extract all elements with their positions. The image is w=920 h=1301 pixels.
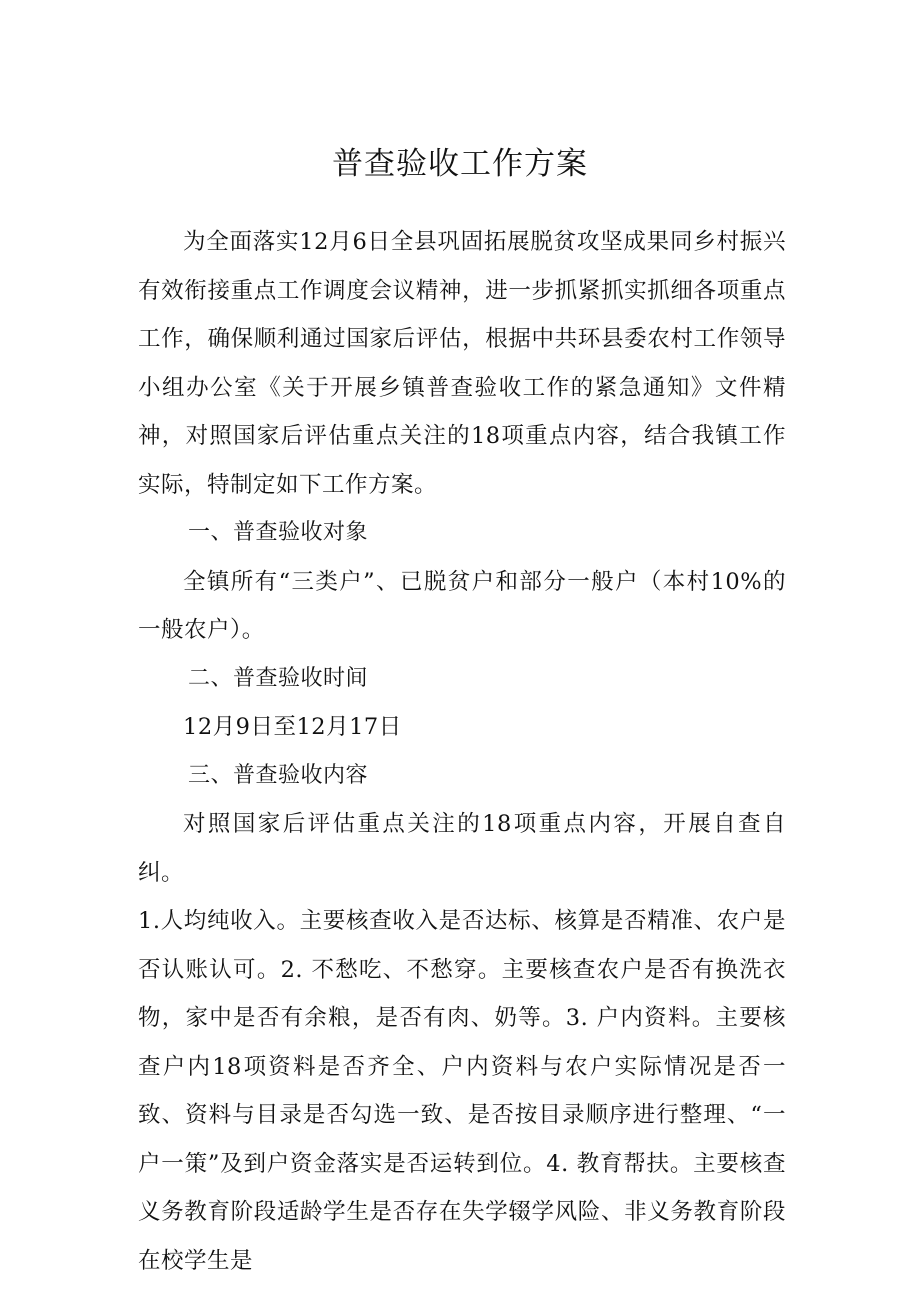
section-heading-time: 二、普查验收时间 [188,665,369,691]
section-paragraph-time: 12月9日至12月17日 [183,714,402,740]
document-body [138,218,786,1285]
section-paragraph-target: 全镇所有“三类户”、已脱贫户和部分一般户（本村10%的一般农户）。 [138,568,786,643]
intro-paragraph: 为全面落实12月6日全县巩固拓展脱贫攻坚成果同乡村振兴有效衔接重点工作调度会议精神，进一步抓紧抓实抓细各项重点工作，确保顺利通过国家后评估，根据中共环县委农村工作领导小组办公室《关于开展乡镇普查验收工作的紧急通知》文件精神，对照国家后评估重点关注的18项重点内容，结合我镇工作实际，特制定如下工作方案。 [138,229,786,498]
section-heading-content: 三、普查验收内容 [188,762,369,788]
section-paragraph-content-detail: 1.人均纯收入。主要核查收入是否达标、核算是否精准、农户是否认账认可。2. 不愁吃、不愁穿。主要核查农户是否有换洗衣物，家中是否有余粮，是否有肉、奶等。3. 户内资料。主要核查户内18项资料是否齐全、户内资料与农户实际情况是否一致、资料与目录是否勾选一致、是否按目录顺序进行整理、“一户一策”及到户资金落实是否运转到位。4. 教育帮扶。主要核查义务教育阶段适龄学生是否存在失学辍学风险、非义务教育阶段在校学生是 [138,908,786,1274]
section-heading-target: 一、普查验收对象 [188,520,369,545]
section-paragraph-content: 对照国家后评估重点关注的18项重点内容，开展自查自纠。 [138,811,786,886]
document-title: 普查验收工作方案 [332,146,588,182]
